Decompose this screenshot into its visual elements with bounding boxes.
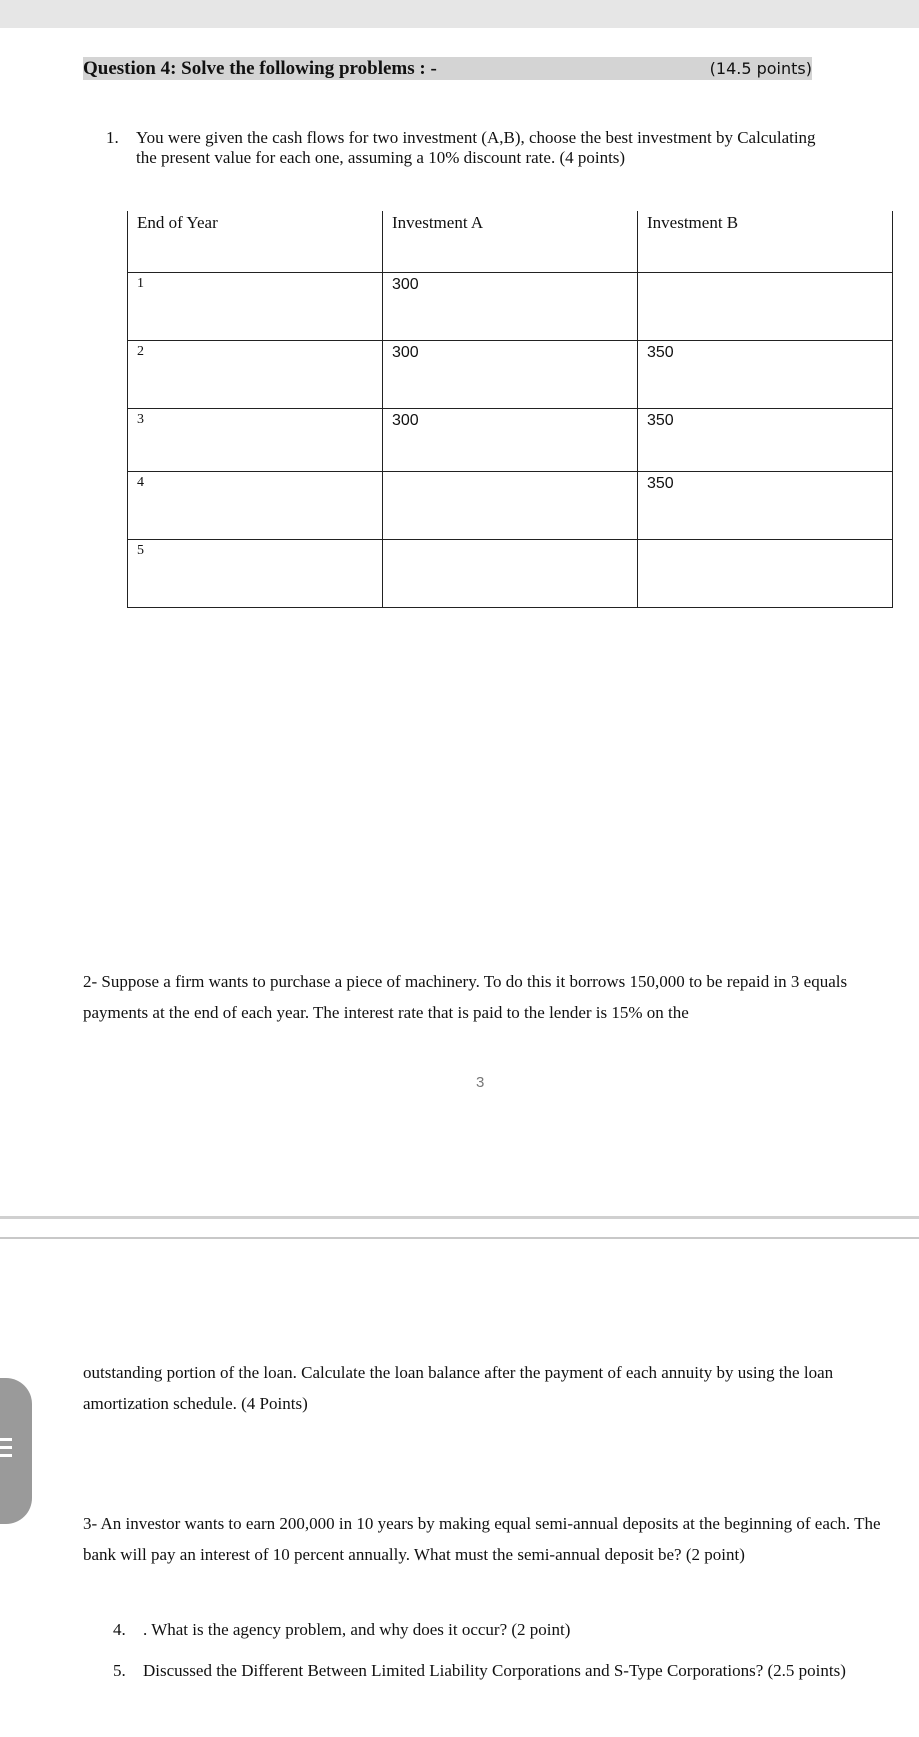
table-row (128, 341, 893, 409)
question-points: (14.5 points) (709, 59, 812, 78)
cell-investment-a: 300 (383, 273, 638, 341)
question-1-text: You were given the cash flows for two investment (A,B), choose the best investment by Calculating the present value for each one, assuming a 10% discount rate. (4 points) (136, 128, 816, 167)
page-divider (0, 1237, 919, 1239)
header-investment-a: Investment A (383, 211, 638, 273)
menu-icon-line (0, 1454, 12, 1457)
cell-investment-a: 300 (383, 341, 638, 409)
cell-year: 3 (128, 409, 383, 472)
header-end-of-year: End of Year (128, 211, 383, 273)
viewer-top-bar (0, 0, 919, 28)
cell-investment-b: 350 (638, 409, 893, 472)
cell-year: 5 (128, 540, 383, 608)
question-2-part-1: 2- Suppose a firm wants to purchase a piece of machinery. To do this it borrows 150,000 to be repaid in 3 equals payments at the end of each year. The interest rate that is paid to the lender is 15% on the (83, 972, 848, 1022)
cell-year: 1 (128, 273, 383, 341)
cell-year: 2 (128, 341, 383, 409)
cell-investment-b (638, 540, 893, 608)
question-5-number: 5. (113, 1661, 126, 1680)
side-menu-handle[interactable] (0, 1378, 32, 1524)
table-row (128, 472, 893, 540)
table-header-row (128, 211, 893, 273)
question-4-text: . What is the agency problem, and why does it occur? (2 point) (143, 1620, 571, 1639)
cell-investment-b (638, 273, 893, 341)
menu-icon-line (0, 1438, 12, 1441)
page-divider (0, 1216, 919, 1219)
question-2-part-2: outstanding portion of the loan. Calculate the loan balance after the payment of each annuity by using the loan amortization schedule. (4 Points) (83, 1363, 834, 1413)
menu-icon-line (0, 1446, 12, 1449)
table-row (128, 540, 893, 608)
question-header (83, 57, 812, 80)
question-title: Question 4: Solve the following problems : - (83, 58, 437, 79)
cash-flow-table (127, 211, 893, 608)
question-1-number: 1. (106, 128, 119, 147)
cell-investment-a (383, 472, 638, 540)
cell-year: 4 (128, 472, 383, 540)
question-4-number: 4. (113, 1620, 126, 1639)
question-5-text: Discussed the Different Between Limited Liability Corporations and S-Type Corporations? (2.5 points) (143, 1661, 846, 1680)
cell-investment-a (383, 540, 638, 608)
cell-investment-b: 350 (638, 341, 893, 409)
table-row (128, 409, 893, 472)
page-number: 3 (476, 1074, 485, 1091)
table-row (128, 273, 893, 341)
question-3: 3- An investor wants to earn 200,000 in 10 years by making equal semi-annual deposits at the beginning of each. The bank will pay an interest of 10 percent annually. What must the semi-annual deposit be? (2 point) (83, 1514, 881, 1564)
header-investment-b: Investment B (638, 211, 893, 273)
cell-investment-a: 300 (383, 409, 638, 472)
cell-investment-b: 350 (638, 472, 893, 540)
